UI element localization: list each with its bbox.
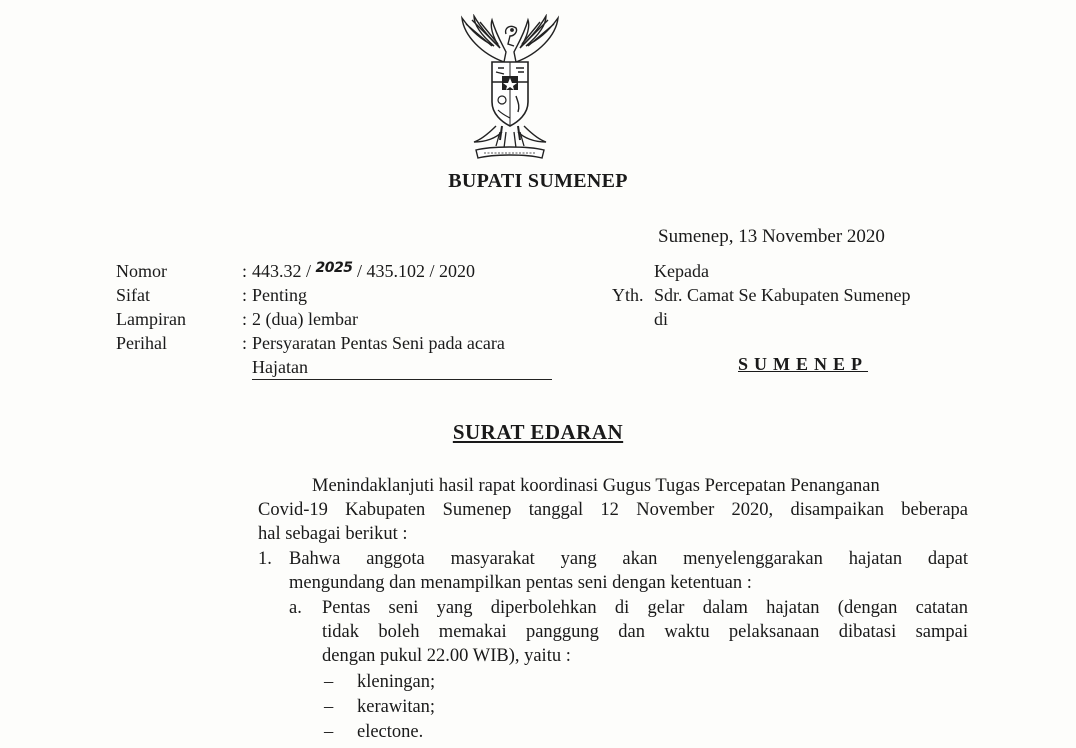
letter-date: Sumenep, 13 November 2020 bbox=[658, 226, 885, 247]
meta-value-lampiran: 2 (dua) lembar bbox=[252, 309, 358, 329]
garuda-emblem-icon bbox=[452, 14, 568, 166]
recipient-yth: Yth. bbox=[612, 285, 644, 305]
meta-colon: : bbox=[242, 333, 248, 353]
performance-item: electone. bbox=[357, 722, 424, 742]
meta-colon: : bbox=[242, 309, 248, 329]
letterhead-title: BUPATI SUMENEP bbox=[448, 170, 628, 192]
intro-line-1: Menindaklanjuti hasil rapat koordinasi Gugus Tugas Percepatan Penanganan bbox=[312, 476, 880, 496]
recipient-city: SUMENEP bbox=[738, 354, 869, 374]
performance-item: kleningan; bbox=[357, 672, 436, 692]
meta-label-nomor: Nomor bbox=[116, 261, 167, 281]
item-1-line-2: mengundang dan menampilkan pentas seni dengan ketentuan : bbox=[289, 573, 752, 593]
item-1a-line-3: dengan pukul 22.00 WIB), yaitu : bbox=[322, 646, 571, 666]
intro-line-2: Covid-19 Kabupaten Sumenep tanggal 12 November 2020, disampaikan beberapa bbox=[258, 500, 968, 520]
recipient-di: di bbox=[654, 309, 669, 329]
document-title: SURAT EDARAN bbox=[452, 420, 624, 444]
meta-label-perihal: Perihal bbox=[116, 333, 167, 353]
dash-bullet: – bbox=[324, 672, 334, 692]
recipient-kepada: Kepada bbox=[654, 261, 709, 281]
item-1-number: 1. bbox=[258, 549, 272, 569]
subject-underline bbox=[252, 379, 552, 380]
performance-item: kerawitan; bbox=[357, 697, 436, 717]
item-1a-line-1: Pentas seni yang diperbolehkan di gelar dalam hajatan (dengan catatan bbox=[322, 598, 968, 618]
meta-label-lampiran: Lampiran bbox=[116, 309, 186, 329]
meta-colon: : bbox=[242, 261, 248, 281]
intro-line-3: hal sebagai berikut : bbox=[258, 524, 408, 544]
item-1-line-1: Bahwa anggota masyarakat yang akan menyelenggarakan hajatan dapat bbox=[289, 549, 968, 569]
meta-colon: : bbox=[242, 285, 248, 305]
nomor-prefix: 443.32 / bbox=[252, 261, 312, 281]
dash-bullet: – bbox=[324, 697, 334, 717]
recipient-addressee: Sdr. Camat Se Kabupaten Sumenep bbox=[654, 285, 911, 305]
meta-value-perihal-line1: Persyaratan Pentas Seni pada acara bbox=[252, 333, 505, 353]
meta-value-nomor bbox=[252, 259, 475, 285]
meta-value-perihal-line2: Hajatan bbox=[252, 357, 308, 377]
nomor-suffix: / 435.102 / 2020 bbox=[356, 261, 475, 281]
item-1a-line-2: tidak boleh memakai panggung dan waktu pelaksanaan dibatasi sampai bbox=[322, 622, 968, 642]
meta-label-sifat: Sifat bbox=[116, 285, 150, 305]
handwritten-number: 2025 bbox=[315, 260, 353, 276]
meta-value-sifat: Penting bbox=[252, 285, 308, 305]
dash-bullet: – bbox=[324, 722, 334, 742]
item-1a-letter: a. bbox=[289, 598, 302, 618]
